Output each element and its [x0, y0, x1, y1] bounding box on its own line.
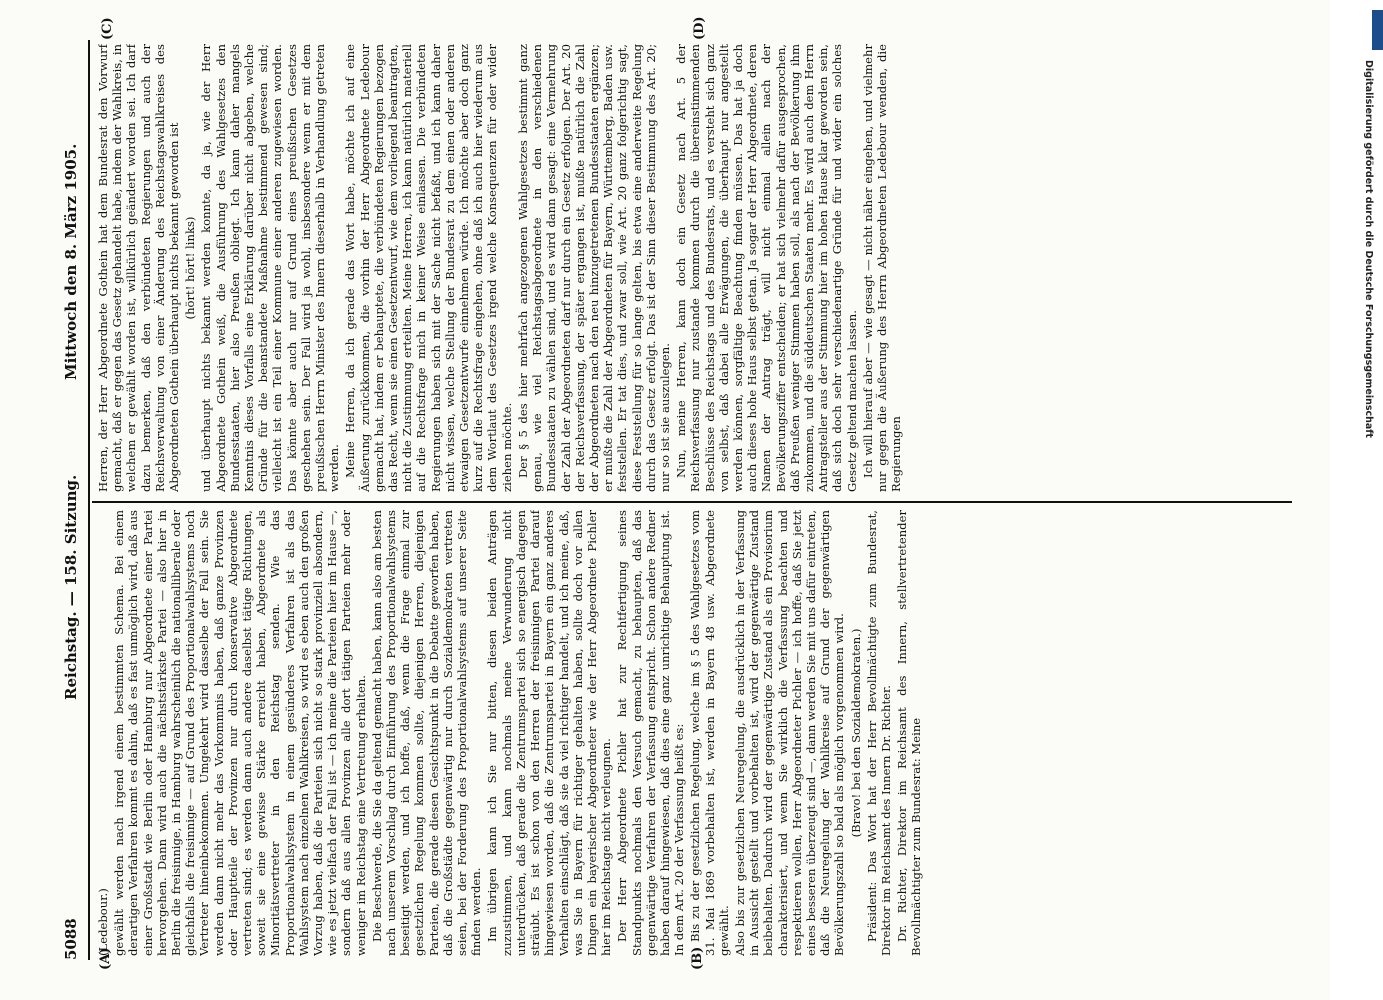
left-text-column: [96, 510, 1276, 956]
paragraph: Also bis zur gesetzlichen Neuregelung, die ausdrücklich in der Verfassung in Aussicht gestellt und vorbehalten ist, wird der gegenwärtige Zustand beibehalten. Dadurch wird der gegenwärtige Zustand als ein Provisorium charakterisiert, und wenn Sie wirklich die Verfassung beachten und respektieren wollen, Herr Abgeordneter Pichler — ich hoffe, daß Sie jetzt eines besseren überzeugt sind —, dann werden Sie mit uns dafür eintreten, daß die Neuregelung der Wahlkreise auf Grund der gegenwärtigen Bevölkerungszahl so bald als möglich vorgenommen wird.: [732, 510, 847, 956]
right-text-column: [96, 44, 1276, 492]
paragraph: Im übrigen kann ich Sie nur bitten, diesen beiden Anträgen zuzustimmen, und kann nochmals meine Verwunderung nicht unterdrücken, daß gerade die Zentrumspartei sich so energisch dagegen sträubt. Es ist schon von den Herren der freisinnigen Partei darauf hingewiesen worden, daß die Zentrumspartei in Bayern ein ganz anderes Verhalten einschlägt, daß sie da viel richtiger handelt, und ich meine, daß, was Sie in Bayern für richtiger gehalten haben, sollte doch vor allen Dingen ein bayerischer Abgeordneter wie der Herr Abgeordnete Pichler hier im Reichstage nicht verleugnen.: [485, 510, 614, 956]
quotation: Bis zu der gesetzlichen Regelung, welche im § 5 des Wahlgesetzes vom 31. Mai 1869 vorbehalten ist, werden in Bayern 48 usw. Abgeordnete gewählt.: [688, 510, 731, 956]
margin-label-a: (A): [98, 947, 113, 970]
margin-label-c: (C): [100, 17, 115, 40]
paragraph: Dr. Richter, Direktor im Reichsamt des Innern, stellvertretender Bevollmächtigter zum Bundesrat: Meine: [895, 510, 924, 956]
paragraph: und überhaupt nichts bekannt werden konnte, da ja, wie der Herr Abgeordnete Gothein weiß, die Ausführung des Wahlgesetzes den Bundesstaaten, hier also Preußen obliegt. Ich kann daher mangels Kenntnis dieses Vorfalls eine Erklärung darüber nicht abgeben, welche Gründe für die beanstandete Maßnahme bestimmend gewesen sind; vielleicht ist ein Teil einer Kommune einer anderen zugewiesen worden. Das könnte aber auch nur auf Grund eines preußischen Gesetzes geschehen sein. Der Fall wird ja wohl, insbesondere wenn er mit dem preußischen Herrn Minister des Innern dieserhalb in Verhandlung getreten werden.: [199, 44, 342, 492]
interjection: (Bravo! bei den Sozialdemokraten.): [848, 628, 863, 838]
column-divider: [92, 501, 1292, 503]
paragraph: gewählt werden nach irgend einem bestimmten Schema. Bei einem derartigen Verfahren kommt es dahin, daß es fast unmöglich wird, daß aus einer Großstadt wie Berlin oder Hamburg nur Abgeordnete einer Partei hervorgehen. Dann wird auch die nächststärkste Partei — also hier in Berlin die freisinnige, in Hamburg wahrscheinlich die nationalliberale oder gleichfalls die freisinnige — auf Grund des Proportionalwahlsystems noch Vertreter hineinbekommen. Umgekehrt wird dasselbe der Fall sein. Sie werden dann nicht mehr das Vorkommnis haben, daß ganze Provinzen oder Hauptteile der Provinzen nur durch konservative Abgeordnete vertreten sind; es werden dann auch andere daselbst tätige Richtungen, soweit sie eine gewisse Stärke erreicht haben, Abgeordnete als Minoritätsvertreter in den Reichstag senden. Wie das Proportionalwahlsystem in einem gesünderes Verfahren ist als das Wahlsystem nach einzelnen Wahlkreisen, so wird es eben auch den großen Vorzug haben, daß die Parteien sich nicht so stark provinziell absondern, wie es jetzt vielfach der Fall ist — ich meine die Parteien hier im Hause —, sondern daß aus allen Provinzen alle dort tätigen Parteien mehr oder weniger im Reichstag eine Vertretung erhalten.: [112, 510, 368, 956]
paragraph: Ich will hierauf aber — wie gesagt — nicht näher eingehen, und vielmehr nur gegen die Äußerung des Herrn Abgeordneten Ledebour wenden, die Regierungen: [860, 44, 904, 492]
digitization-stamp-text: Digitalisierung gefördert durch die Deutsche Forschungsgemeinschaft: [1363, 60, 1374, 438]
paragraph: Präsident: Das Wort hat der Herr Bevollmächtigte zum Bundesrat, Direktor im Reichsamt des Innern Dr. Richter.: [864, 510, 893, 956]
margin-label-b: (B): [690, 946, 705, 970]
session-date: Mittwoch den 8. März 1905.: [62, 143, 80, 380]
dfg-logo: [1372, 10, 1383, 50]
session-title: Reichstag. — 158. Sitzung.: [62, 474, 80, 700]
paragraph: Meine Herren, da ich gerade das Wort habe, möchte ich auf eine Äußerung zurückkommen, die vorhin der Herr Abgeordnete Ledebour gemacht hat, indem er behauptete, die verbündeten Regierungen bezogen das Recht, wenn sie einen Gesetzentwurf, wie dem vorliegend beantragten, nicht die Zustimmung erteilten. Meine Herren, ich kann natürlich materiell auf die Rechtsfrage mich in keiner Weise einlassen. Die verbündeten Regierungen haben sich mit der Sache nicht befaßt, und ich kann daher nicht wissen, welche Stellung der Bundesrat zu dem einen oder anderen etwaigen Gesetzentwurfe einnehmen würde. Ich möchte aber doch ganz kurz auf die Rechtsfrage eingehen, ohne daß ich auch hier wiederum aus dem Wortlaut des Gesetzes irgend welche Konsequenzen für oder wider ziehen möchte.: [343, 44, 514, 492]
paragraph: Herren, der Herr Abgeordnete Gothein hat dem Bundesrat den Vorwurf gemacht, daß er gegen das Gesetz gehandelt habe, indem der Wahlkreis, in welchem er gewählt worden ist, willkürlich geändert worden sei. Ich darf dazu bemerken, daß den verbündeten Regierungen und auch der Reichsverwaltung von einer Änderung des Reichstagswahlkreises des Abgeordneten Gothein überhaupt nichts bekannt geworden ist: [96, 44, 182, 492]
header-rule: [88, 40, 90, 960]
margin-label-d: (D): [692, 16, 707, 40]
paragraph: Die Beschwerde, die Sie da geltend gemacht haben, kann also am besten nach unserem Vorschlag durch Einführung des Proportionalwahlsystems beseitigt werden, und ich hoffe, daß, wenn die Frage einmal zur gesetzlichen Regelung kommen sollte, diejenigen Herren, diejenigen Parteien, die gerade diesen Gesichtspunkt in die Debatte geworfen haben, daß die Großstädte gegenwärtig nur durch Sozialdemokraten vertreten seien, bei der Forderung des Proportionalwahlsystems auf unserer Seite finden werden.: [369, 510, 484, 956]
speaker-heading: (Ledebour.): [96, 888, 110, 956]
interjection: (hört! hört! links): [183, 216, 198, 320]
paragraph: Nun, meine Herren, kann doch ein Gesetz nach Art. 5 der Reichsverfassung nur zustande kommen durch die übereinstimmenden Beschlüsse des Reichstags und des Bundesrats, und es versteht sich ganz von selbst, daß dabei alle Erwägungen, die überhaupt nur angestellt werden können, sorgfältige Beachtung finden müssen. Das hat ja doch auch dieses hohe Haus selbst getan. Ja sogar der Herr Abgeordnete, deren Namen der Antrag trägt, will nicht einmal allein nach der Bevölkerungsziffer entscheiden; er hat sich vielmehr dafür ausgesprochen, daß Preußen weniger Stimmen haben soll, als nach der Bevölkerung ihm zukommen, und die süddeutschen Staaten mehr. Es wird auch dem Herrn Antragsteller aus der Stimmung hier im hohen Hause klar geworden sein, daß sich doch sehr verschiedenartige Gründe für und wider ein solches Gesetz geltend machen lassen.: [674, 44, 859, 492]
paragraph: Der § 5 des hier mehrfach angezogenen Wahlgesetzes bestimmt ganz genau, wie viel Reichstagsabgeordnete in den verschiedenen Bundesstaaten zu wählen sind, und es wird dann gesagt: eine Vermehrung der Zahl der Abgeordneten darf nur durch ein Gesetz erfolgen. Der Art. 20 der Reichsverfassung, der später ergangen ist, mußte natürlich die Zahl der Abgeordneten nach den neu hinzugetretenen Bundesstaaten ergänzen; er mußte die Zahl der Abgeordneten für Bayern, Württemberg, Baden usw. feststellen. Er tat dies, und zwar soll, wie Art. 20 ganz folgerichtig sagt, diese Feststellung für so lange gelten, bis etwa eine anderweite Regelung durch das Gesetz erfolgt. Das ist der Sinn dieser Bestimmung des Art. 20; nur so ist sie auszulegen.: [515, 44, 672, 492]
digitization-stamp: [1363, 60, 1383, 660]
page-number: 5088: [62, 918, 80, 960]
paragraph: Der Herr Abgeordnete Pichler hat zur Rechtfertigung seines Standpunkts nochmals den Versuch gemacht, zu behaupten, daß das gegenwärtige Verfahren der Verfassung entspricht. Schon andere Redner haben darauf hingewiesen, daß dies eine ganz unrichtige Behauptung ist. In dem Art. 20 der Verfassung heißt es:: [615, 510, 687, 956]
